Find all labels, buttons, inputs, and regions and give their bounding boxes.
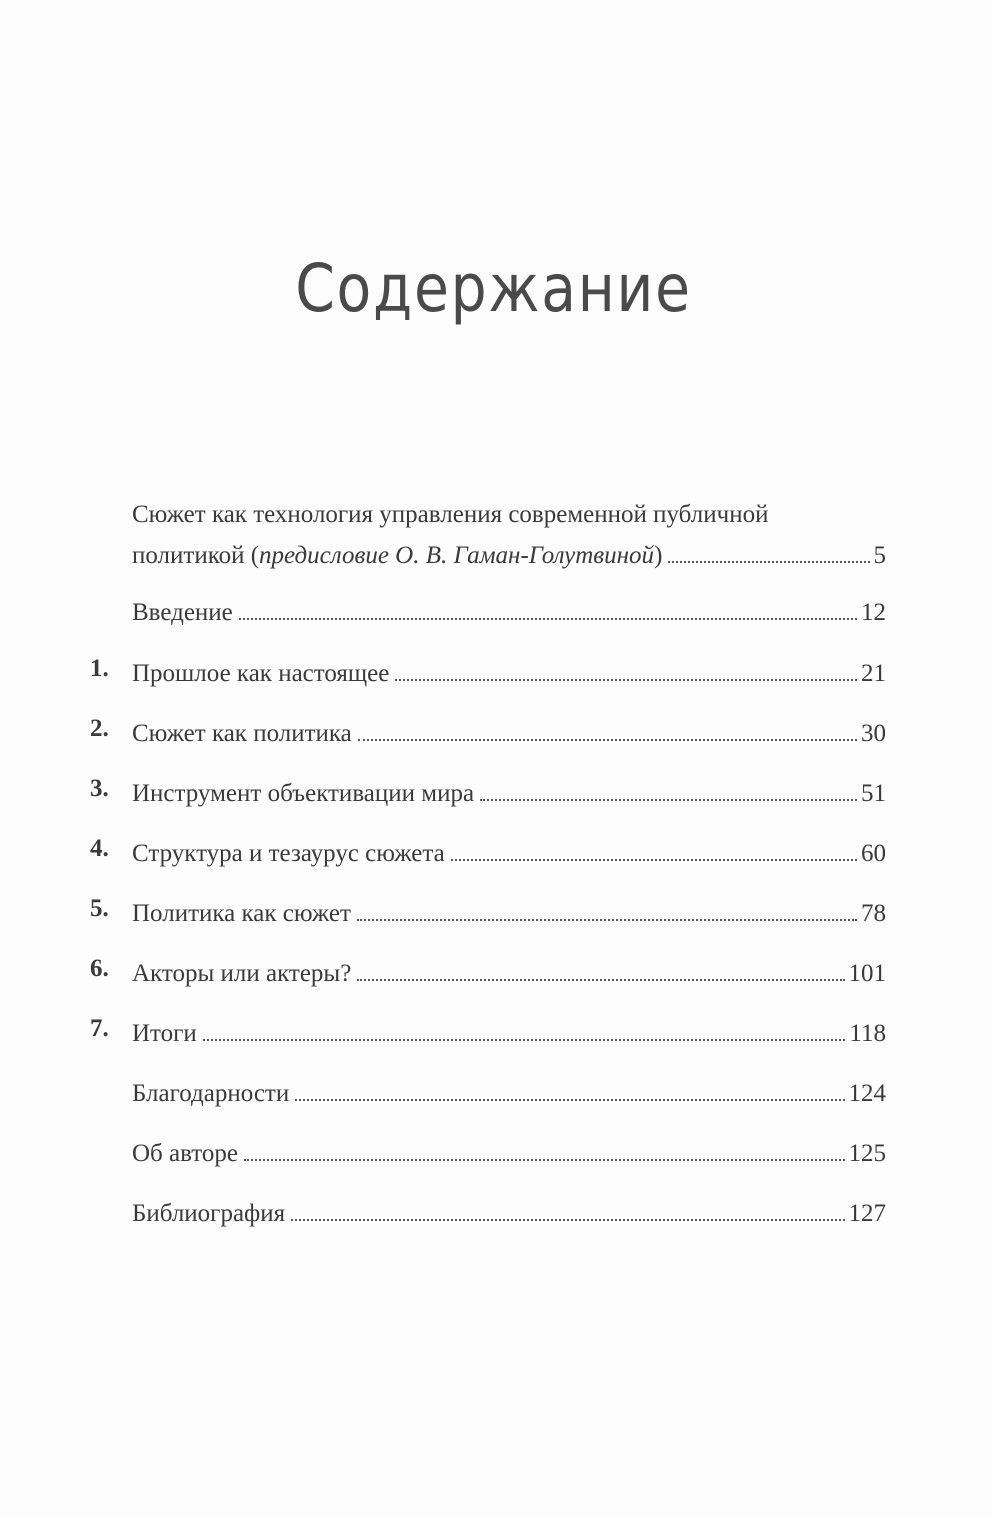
toc-page-number: 78 bbox=[861, 900, 886, 927]
dot-leader bbox=[480, 771, 857, 801]
toc-page-number: 101 bbox=[848, 960, 886, 987]
dot-leader bbox=[291, 1191, 844, 1221]
dot-leader bbox=[357, 891, 857, 921]
toc-page-number: 127 bbox=[848, 1200, 886, 1227]
dot-leader bbox=[244, 1131, 845, 1161]
chapter-title: Прошлое как настоящее bbox=[132, 660, 390, 687]
chapter-title: Об авторе bbox=[132, 1140, 238, 1167]
toc-entry-preface-line1: Сюжет как технология управления современной публичной bbox=[132, 501, 769, 528]
chapter-title: Политика как сюжет bbox=[132, 900, 351, 927]
chapter-title: Итоги bbox=[132, 1020, 197, 1047]
toc-entry-preface-line2 bbox=[132, 538, 666, 574]
dot-leader bbox=[239, 590, 857, 620]
chapter-title: Сюжет как политика bbox=[132, 720, 352, 747]
toc-page-number: 124 bbox=[848, 1080, 886, 1107]
chapter-number: 1. bbox=[90, 655, 109, 682]
chapter-number: 5. bbox=[90, 895, 109, 922]
preface-suffix: ) bbox=[654, 542, 663, 569]
dot-leader bbox=[203, 1011, 846, 1041]
toc-page-number: 30 bbox=[861, 720, 886, 747]
dot-leader bbox=[451, 831, 857, 861]
toc-entry-preface bbox=[90, 497, 886, 577]
page-title: Содержание bbox=[295, 250, 692, 327]
chapter-number: 4. bbox=[90, 835, 109, 862]
preface-prefix: политикой ( bbox=[132, 542, 260, 569]
chapter-number: 3. bbox=[90, 775, 109, 802]
dot-leader bbox=[295, 1071, 844, 1101]
toc-page-number: 12 bbox=[861, 599, 886, 626]
toc-page-number: 51 bbox=[861, 780, 886, 807]
toc-page-number: 21 bbox=[861, 660, 886, 687]
dot-leader bbox=[668, 533, 869, 563]
chapter-title: Благодарности bbox=[132, 1080, 290, 1107]
toc-page-number: 118 bbox=[849, 1020, 886, 1047]
toc-page-number: 5 bbox=[873, 542, 886, 569]
chapter-title: Библиография bbox=[132, 1200, 286, 1227]
toc-page-number: 125 bbox=[848, 1140, 886, 1167]
chapter-title: Инструмент объективации мира bbox=[132, 780, 475, 807]
chapter-title: Структура и тезаурус сюжета bbox=[132, 840, 445, 867]
chapter-title: Акторы или актеры? bbox=[132, 960, 352, 987]
dot-leader bbox=[395, 651, 857, 681]
chapter-number: 6. bbox=[90, 955, 109, 982]
preface-author: предисловие О. В. Гаман-Голутвиной bbox=[259, 542, 655, 569]
dot-leader bbox=[357, 951, 844, 981]
dot-leader bbox=[358, 711, 857, 741]
chapter-title: Введение bbox=[132, 599, 233, 626]
chapter-number: 7. bbox=[90, 1015, 109, 1042]
toc-page-number: 60 bbox=[861, 840, 886, 867]
chapter-number: 2. bbox=[90, 715, 109, 742]
